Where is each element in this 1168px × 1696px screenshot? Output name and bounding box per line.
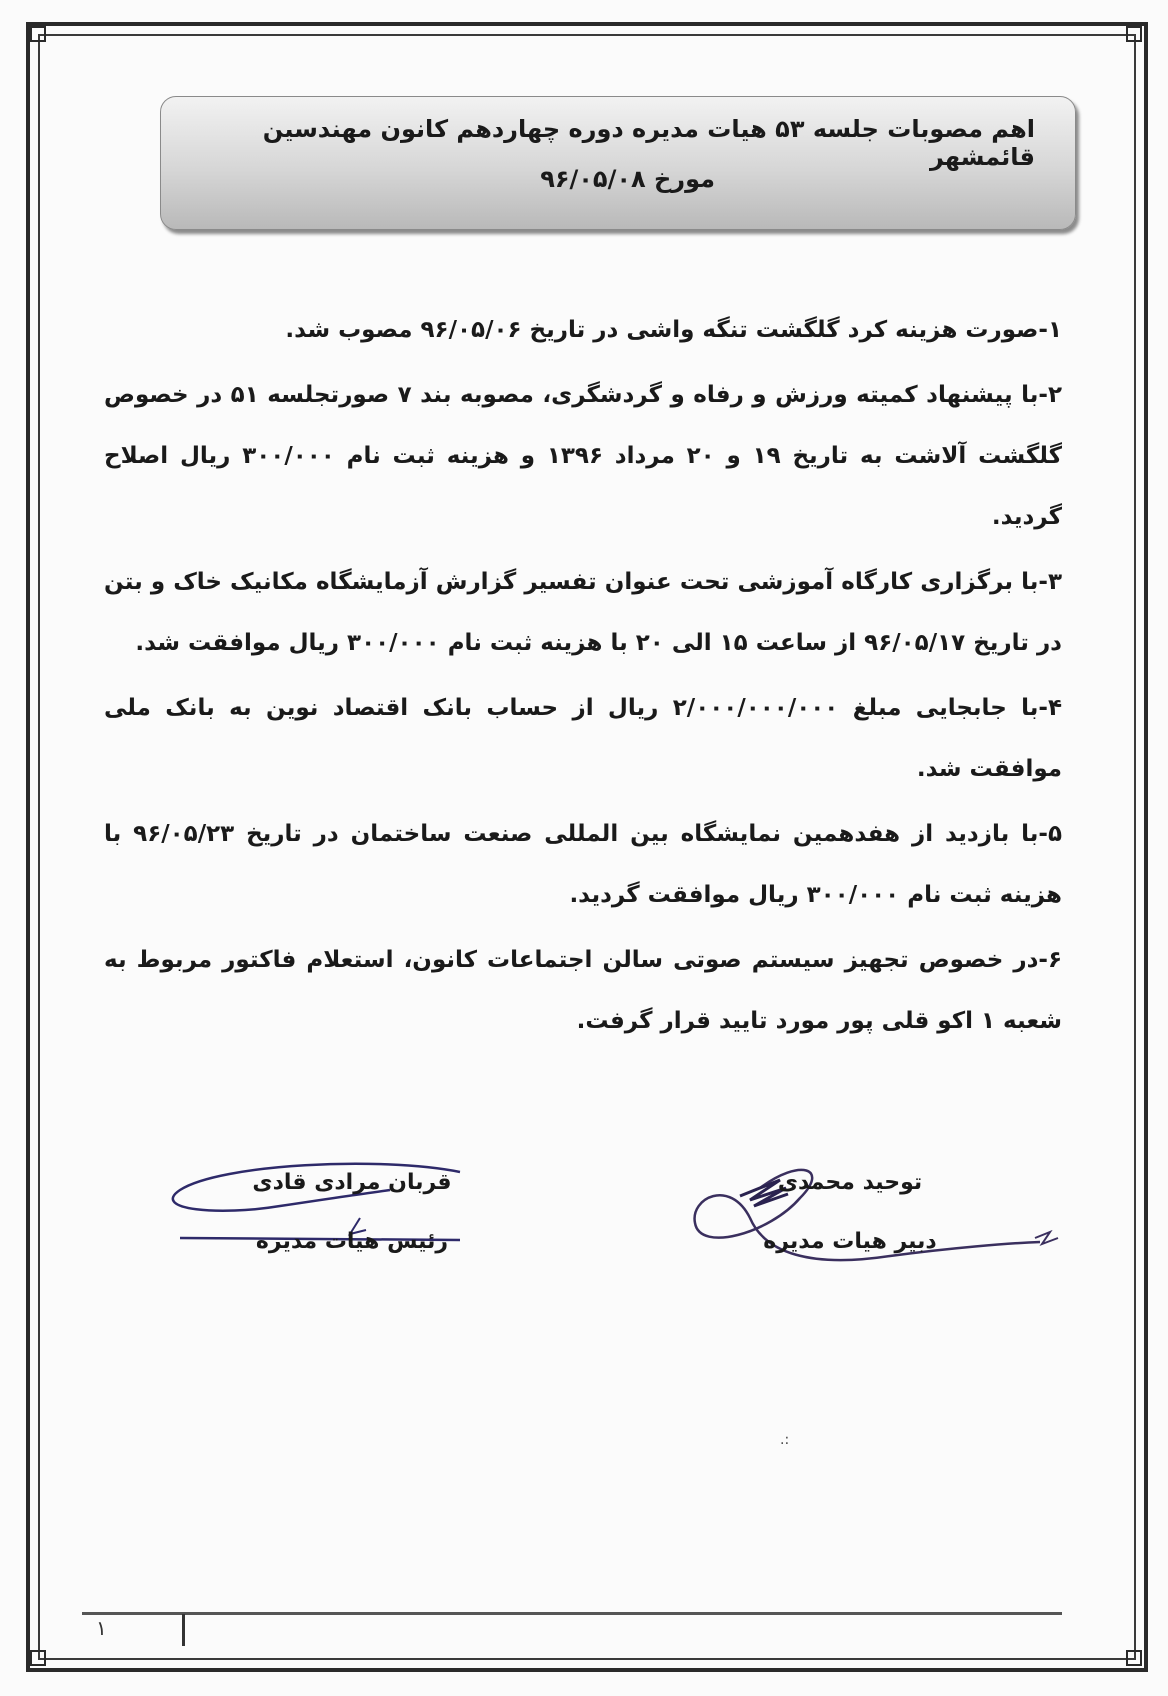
footer-divider — [182, 1614, 185, 1646]
document-date: مورخ ۹۶/۰۵/۰۸ — [540, 165, 715, 193]
resolution-item: ۲-با پیشنهاد کمیته ورزش و رفاه و گردشگری، مصوبه بند ۷ صورتجلسه ۵۱ در خصوص گلگشت آلاشت به تاریخ ۱۹ و ۲۰ مرداد ۱۳۹۶ و هزینه ثبت نام ۳۰۰/۰۰۰ ریال اصلاح گردید. — [104, 382, 1062, 530]
border-corner — [1126, 26, 1142, 42]
signature-block-right — [740, 1170, 960, 1254]
border-corner — [30, 26, 46, 42]
page-number: ۱ — [96, 1616, 107, 1640]
signer-role: رئیس هیات مدیره — [255, 1229, 449, 1254]
signer-role: دبیر هیات مدیره — [763, 1229, 937, 1254]
title-box — [160, 96, 1076, 230]
signature-block-left — [232, 1170, 472, 1254]
resolution-item: ۴-با جابجایی مبلغ ۲/۰۰۰/۰۰۰/۰۰۰ ریال از حساب بانک اقتصاد نوین به بانک ملی موافقت شد. — [104, 695, 1062, 782]
footer-rule — [82, 1612, 1062, 1615]
border-corner — [1126, 1650, 1142, 1666]
resolution-item: ۱-صورت هزینه کرد گلگشت تنگه واشی در تاریخ ۹۶/۰۵/۰۶ مصوب شد. — [285, 317, 1062, 343]
border-corner — [30, 1650, 46, 1666]
signer-name: توحید محمدی — [777, 1170, 923, 1195]
signer-name: قربان مرادی قادی — [252, 1170, 452, 1195]
resolution-item: ۶-در خصوص تجهیز سیستم صوتی سالن اجتماعات کانون، استعلام فاکتور مربوط به شعبه ۱ اکو قلی پور مورد تایید قرار گرفت. — [104, 947, 1062, 1034]
document-title: اهم مصوبات جلسه ۵۳ هیات مدیره دوره چهاردهم کانون مهندسین قائمشهر — [262, 115, 1035, 171]
stray-mark: .: — [780, 1432, 790, 1448]
resolution-item: ۳-با برگزاری کارگاه آموزشی تحت عنوان تفسیر گزارش آزمایشگاه مکانیک خاک و بتن در تاریخ ۹۶/۰۵/۱۷ از ساعت ۱۵ الی ۲۰ با هزینه ثبت نام ۳۰۰/۰۰۰ ریال موافقت شد. — [104, 569, 1062, 656]
resolutions-list — [104, 300, 1062, 1056]
resolution-item: ۵-با بازدید از هفدهمین نمایشگاه بین المللی صنعت ساختمان در تاریخ ۹۶/۰۵/۲۳ با هزینه ثبت نام ۳۰۰/۰۰۰ ریال موافقت گردید. — [104, 821, 1062, 908]
